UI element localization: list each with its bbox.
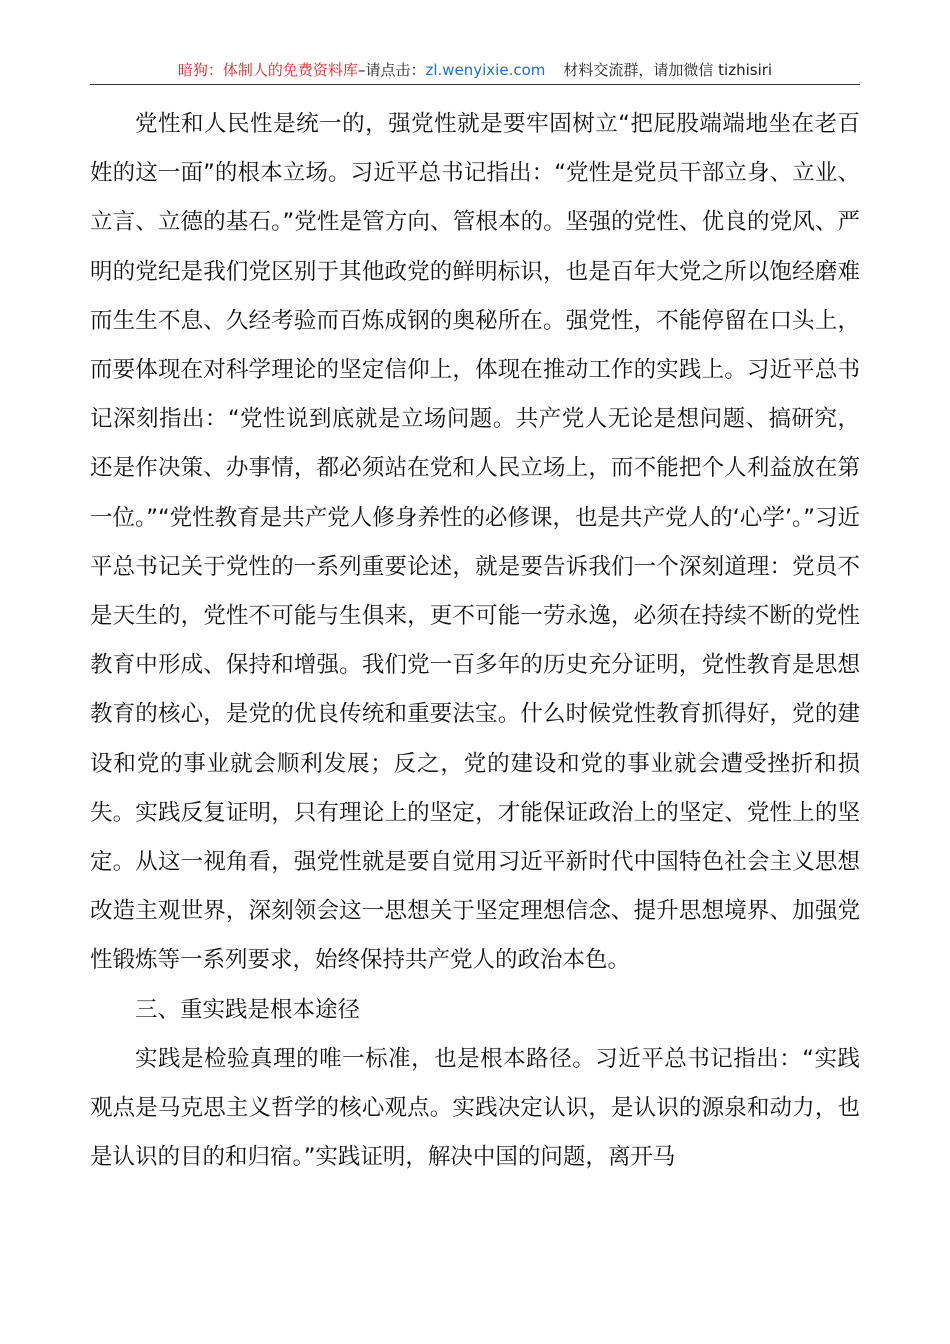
- site-link[interactable]: zl.wenyixie.com: [425, 61, 546, 79]
- paragraph-practice: 实践是检验真理的唯一标准，也是根本路径。习近平总书记指出：“实践观点是马克思主义哲学的核心观点。实践决定认识，是认识的源泉和动力，也是认识的目的和归宿。”实践证明，解决中国的问题，离开马: [90, 1045, 860, 1171]
- section-heading: 三、重实践是根本途径: [135, 996, 361, 1023]
- document-body: [90, 100, 860, 1182]
- site-brand-text: 暗狗：体制人的免费资料库: [177, 61, 358, 79]
- contact-text: 材料交流群，请加微信 tizhisiri: [563, 61, 773, 79]
- page-header: [90, 58, 860, 82]
- click-prompt-text: –请点击：: [357, 61, 426, 79]
- paragraph-party-spirit: 党性和人民性是统一的，强党性就是要牢固树立“把屁股端端地坐在老百姓的这一面”的根本立场。习近平总书记指出：“党性是党员干部立身、立业、立言、立德的基石。”党性是管方向、管根本的。坚强的党性、优良的党风、严明的党纪是我们党区别于其他政党的鲜明标识，也是百年大党之所以饱经磨难而生生不息、久经考验而百炼成钢的奥秘所在。强党性，不能停留在口头上，而要体现在对科学理论的坚定信仰上，体现在推动工作的实践上。习近平总书记深刻指出：“党性说到底就是立场问题。共产党人无论是想问题、搞研究，还是作决策、办事情，都必须站在党和人民立场上，而不能把个人利益放在第一位。”“党性教育是共产党人修身养性的必修课，也是共产党人的‘心学’。”习近平总书记关于党性的一系列重要论述，就是要告诉我们一个深刻道理：党员不是天生的，党性不可能与生俱来，更不可能一劳永逸，必须在持续不断的党性教育中形成、保持和增强。我们党一百多年的历史充分证明，党性教育是思想教育的核心，是党的优良传统和重要法宝。什么时候党性教育抓得好，党的建设和党的事业就会顺利发展；反之，党的建设和党的事业就会遭受挫折和损失。实践反复证明，只有理论上的坚定，才能保证政治上的坚定、党性上的坚定。从这一视角看，强党性就是要自觉用习近平新时代中国特色社会主义思想改造主观世界，深刻领会这一思想关于坚定理想信念、提升思想境界、加强党性锻炼等一系列要求，始终保持共产党人的政治本色。: [90, 111, 860, 974]
- header-divider: [90, 84, 860, 85]
